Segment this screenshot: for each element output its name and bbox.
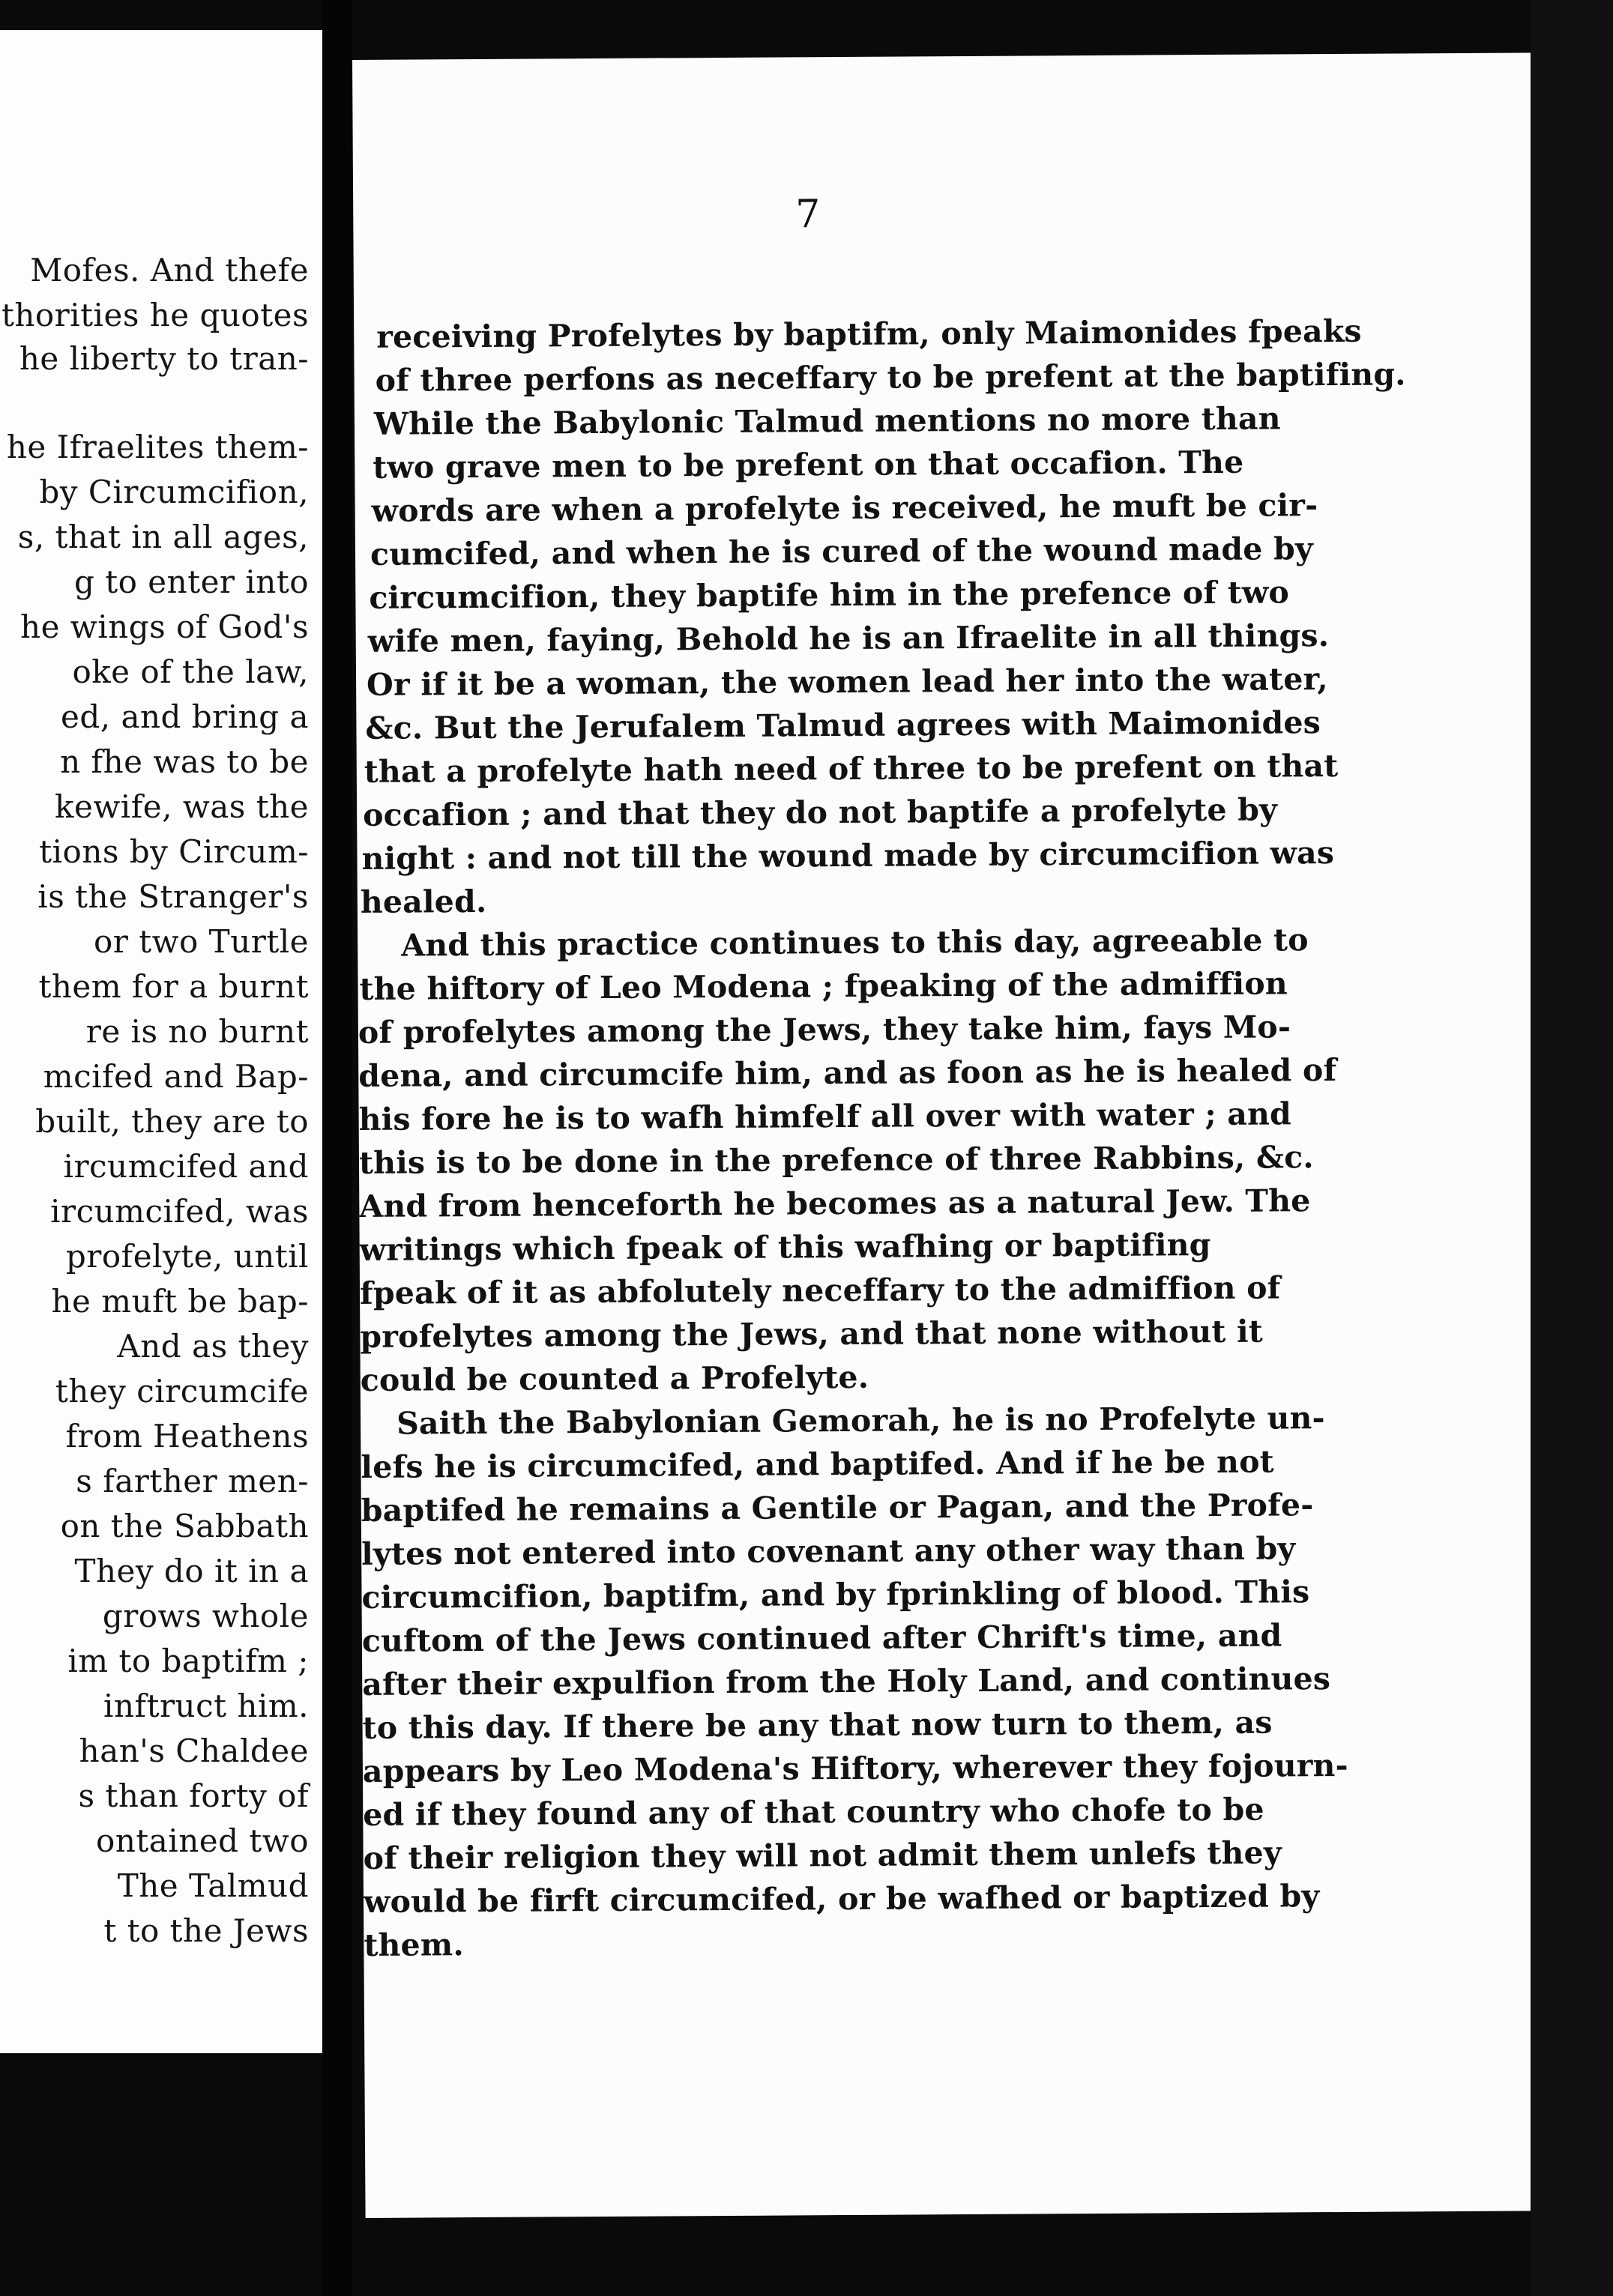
text-line: baptifed he remains a Gentile or Pagan, and the Profe- — [361, 1487, 1314, 1529]
text-line: would be firft circumcifed, or be wafhed or baptized by — [363, 1878, 1320, 1920]
text-line: circumcifion, baptifm, and by fprinkling of blood. This — [361, 1574, 1310, 1616]
text-line: night : and not till the wound made by circumcifion was — [361, 835, 1335, 877]
text-line: &c. But the Jerufalem Talmud agrees with Maimonides — [365, 704, 1321, 746]
text-line: fpeak of it as abfolutely neceffary to the admiffion of — [359, 1269, 1281, 1311]
main-page — [352, 52, 1558, 2218]
left-line: s farther men- — [76, 1463, 309, 1499]
page-number: 7 — [795, 192, 821, 238]
left-line: they circumcife — [55, 1373, 309, 1410]
text-line: lefs he is circumcifed, and baptifed. And if he be not — [361, 1443, 1274, 1485]
text-line: appears by Leo Modena's Hiftory, wherever they fojourn- — [362, 1747, 1348, 1789]
left-line: on the Sabbath — [60, 1508, 309, 1544]
left-line: inftruct him. — [103, 1688, 309, 1724]
text-line: writings which fpeak of this wafhing or baptifing — [359, 1227, 1211, 1268]
text-line: to this day. If there be any that now turn to them, as — [362, 1704, 1273, 1746]
left-line: im to baptifm ; — [67, 1643, 309, 1679]
text-line: the hiftory of Leo Modena ; fpeaking of the admiffion — [359, 965, 1288, 1007]
left-line: tions by Circum- — [39, 833, 309, 870]
text-line: While the Babylonic Talmud mentions no more than — [373, 400, 1281, 442]
text-line: after their expulfion from the Holy Land, and continues — [362, 1661, 1331, 1703]
text-line: dena, and circumcife him, and as foon as he is healed of — [358, 1052, 1337, 1094]
text-line: ed if they found any of that country who chofe to be — [363, 1791, 1264, 1833]
book-page-edge — [1531, 0, 1613, 2296]
text-line: receiving Profelytes by baptifm, only Maimonides fpeaks — [376, 312, 1362, 355]
left-line: They do it in a — [74, 1553, 309, 1589]
left-line: ontained two — [96, 1822, 309, 1859]
text-line: that a profelyte hath need of three to be prefent on that — [364, 747, 1339, 790]
left-line: kewife, was the — [55, 788, 309, 825]
left-line: thorities he quotes — [1, 297, 309, 333]
left-line: g to enter into — [74, 564, 309, 600]
text-line: occafion ; and that they do not baptife a profelyte by — [363, 791, 1278, 833]
text-line: lytes not entered into covenant any other way than by — [361, 1530, 1296, 1572]
left-line: Mofes. And thefe — [30, 252, 309, 288]
left-line: built, they are to — [35, 1103, 309, 1140]
left-line: profelyte, until — [65, 1238, 309, 1275]
text-line: cumcifed, and when he is cured of the wound made by — [370, 531, 1314, 573]
left-line: re is no burnt — [85, 1013, 309, 1050]
text-line: circumcifion, they baptife him in the prefence of two — [369, 574, 1290, 616]
left-line: or two Turtle — [94, 923, 309, 960]
left-line: he muft be bap- — [51, 1283, 309, 1320]
left-line: grows whole — [102, 1598, 309, 1634]
text-line: his fore he is to wafh himfelf all over with water ; and — [358, 1096, 1292, 1138]
text-line: words are when a profelyte is received, he muft be cir- — [371, 487, 1318, 529]
left-line: t to the Jews — [103, 1912, 309, 1949]
page-body-text — [354, 246, 1553, 1963]
left-line: And as they — [117, 1328, 309, 1365]
left-line: he wings of God's — [20, 608, 309, 645]
text-line: of their religion they will not admit them unlefs they — [363, 1834, 1282, 1876]
text-line: And this practice continues to this day, agreeable to — [401, 922, 1309, 964]
left-line: from Heathens — [65, 1418, 309, 1454]
left-line: is the Stranger's — [37, 878, 309, 915]
text-line: of three perfons as neceffary to be prefent at the baptifing. — [375, 356, 1406, 399]
left-line: n fhe was to be — [60, 743, 309, 780]
left-line: s than forty of — [78, 1777, 309, 1814]
left-line: ircumcifed, was — [50, 1193, 309, 1230]
left-line: ircumcifed and — [63, 1148, 309, 1185]
left-page-fragment — [0, 30, 322, 2053]
left-line: s, that in all ages, — [17, 519, 309, 555]
text-line: Or if it be a woman, the women lead her into the water, — [366, 661, 1328, 703]
text-line: wife men, faying, Behold he is an Ifraelite in all things. — [367, 617, 1330, 659]
text-line: could be counted a Profelyte. — [360, 1359, 869, 1398]
book-gutter — [322, 0, 352, 2296]
left-line: han's Chaldee — [79, 1732, 309, 1769]
left-line: he liberty to tran- — [19, 340, 309, 377]
left-line: The Talmud — [117, 1867, 309, 1904]
text-line: cuftom of the Jews continued after Chrift's time, and — [361, 1617, 1282, 1659]
text-line: this is to be done in the prefence of three Rabbins, &c. — [358, 1139, 1314, 1181]
left-line: he Ifraelites them- — [6, 429, 309, 465]
text-line: And from henceforth he becomes as a natural Jew. The — [359, 1182, 1311, 1224]
left-line: by Circumcifion, — [39, 474, 309, 510]
left-line: ed, and bring a — [61, 698, 309, 735]
text-line: profelytes among the Jews, and that none without it — [360, 1313, 1264, 1355]
text-line: of profelytes among the Jews, they take him, fays Mo- — [358, 1009, 1291, 1051]
left-line: them for a burnt — [38, 968, 309, 1005]
text-line: them. — [364, 1927, 465, 1963]
left-line: oke of the law, — [72, 653, 309, 690]
text-line: two grave men to be prefent on that occafion. The — [373, 444, 1244, 486]
text-line: healed. — [360, 883, 487, 920]
left-line: mcifed and Bap- — [43, 1058, 309, 1095]
text-line: Saith the Babylonian Gemorah, he is no Profelyte un- — [396, 1400, 1325, 1442]
